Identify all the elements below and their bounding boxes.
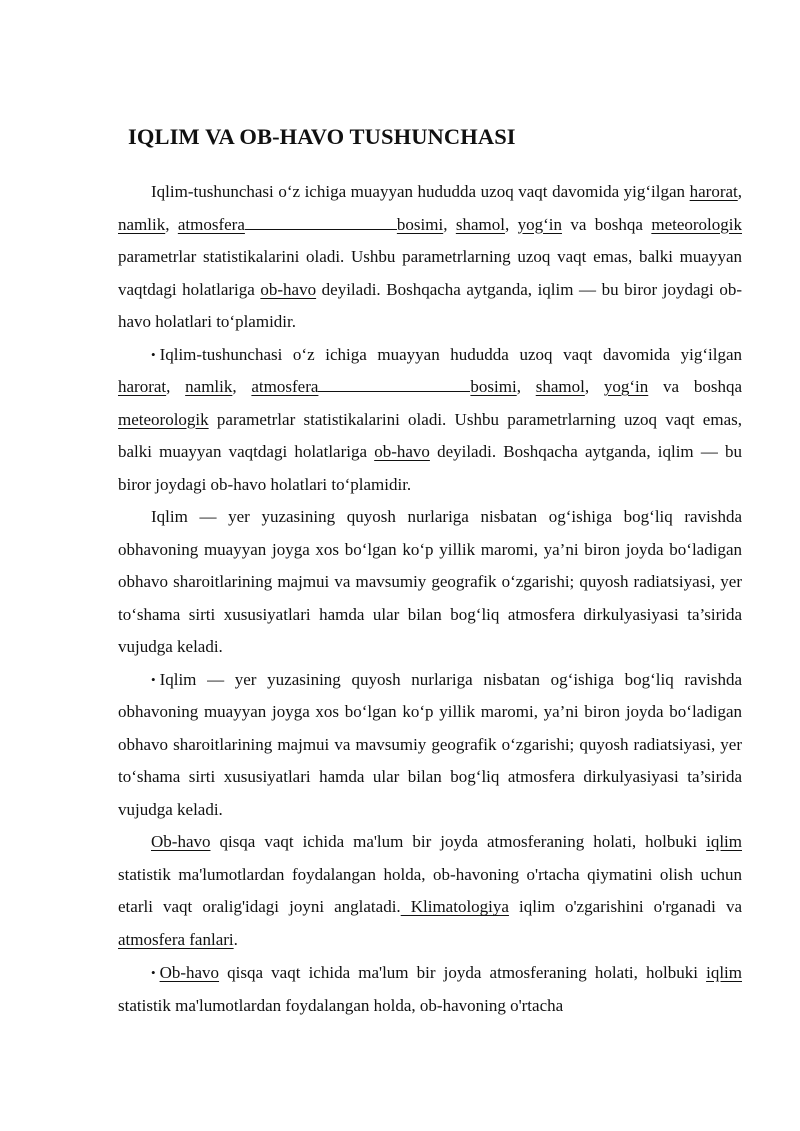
paragraph-ob-havo-bullet <box>118 957 742 1022</box>
link-ob-havo[interactable]: Ob-havo <box>159 962 220 982</box>
link-ob-havo[interactable]: Ob-havo <box>151 832 211 851</box>
link-shamol[interactable]: shamol <box>455 214 505 234</box>
paragraph-text: Iqlim-tushunchasi o‘z ichiga muayyan hududda uzoq vaqt davomida yig‘ilgan <box>151 182 690 201</box>
paragraph-text: , <box>516 377 536 396</box>
paragraph-text: statistik ma'lumotlardan foydalangan holda, ob-havoning o'rtacha <box>118 995 564 1015</box>
link-yogin[interactable]: yog‘in <box>603 377 649 396</box>
paragraph-text: , <box>232 377 252 396</box>
paragraph-text: qisqa vaqt ichida ma'lum bir joyda atmosferaning holati, holbuki <box>219 962 707 982</box>
link-atmosfera[interactable]: atmosfera <box>251 377 319 396</box>
paragraph-text: , <box>504 214 518 234</box>
paragraph-iqlim: Iqlim — yer yuzasining quyosh nurlariga nisbatan og‘ishiga bog‘liq ravishda obhavoning muayyan joyga xos bo‘lgan ko‘p yillik maromi, ya’ni biron joyda bo‘ladigan obhavo sharoitlarining majmui va mavsumiy geografik o‘zgarishi; quyosh radiatsiyasi, yer to‘shama sirti xususiyatlari hamda ular bilan bog‘liq atmosfera dirkulyasiyasi ta’sirida vujudga keladi. <box>118 507 742 656</box>
link-ob-havo[interactable]: ob-havo <box>260 279 317 299</box>
paragraph-text: parametrlar statistikalarini oladi. Ushbu parametrlarning uzoq vaqt emas, balki muayyan vaqtdagi holatlariga <box>118 247 742 299</box>
underlined-gap <box>318 390 470 392</box>
link-atmosfera[interactable]: atmosfera <box>177 214 245 234</box>
link-atmosfera-fanlari[interactable]: atmosfera fanlari <box>118 930 234 950</box>
link-klimatologiya[interactable]: Klimatologiya <box>400 897 509 917</box>
paragraph-text: deyiladi. Boshqacha aytganda, iqlim — bu biror joydagi ob-havo holatlari to‘plamidir. <box>118 442 742 494</box>
link-harorat[interactable]: harorat <box>118 377 167 396</box>
paragraph-text: , <box>443 214 456 234</box>
link-meteorologik[interactable]: meteorologik <box>651 214 742 234</box>
document-body <box>118 176 742 1022</box>
link-namlik[interactable]: namlik <box>185 377 233 396</box>
paragraph-text: . <box>233 930 238 950</box>
paragraph-climate-definition-bullet <box>118 339 742 502</box>
paragraph-iqlim-bullet: • Iqlim — yer yuzasining quyosh nurlariga nisbatan og‘ishiga bog‘liq ravishda obhavoning muayyan joyga xos bo‘lgan ko‘p yillik maromi, ya’ni biron joyda bo‘ladigan obhavo sharoitlarining majmui va mavsumiy geografik o‘zgarishi; quyosh radiatsiyasi, yer to‘shama sirti xususiyatlari hamda ular bilan bog‘liq atmosfera dirkulyasiyasi ta’sirida vujudga keladi. <box>118 664 742 827</box>
paragraph-text: Iqlim-tushunchasi o‘z ichiga muayyan hududda uzoq vaqt davomida yig‘ilgan <box>159 344 742 364</box>
paragraph-text: qisqa vaqt ichida ma'lum bir joyda atmosferaning holati, holbuki <box>210 832 707 851</box>
link-iqlim[interactable]: iqlim <box>706 832 742 851</box>
link-bosimi[interactable]: bosimi <box>396 214 444 234</box>
paragraph-text: iqlim o'zgarishini o'rganadi va <box>508 897 742 917</box>
link-meteorologik[interactable]: meteorologik <box>118 409 209 429</box>
paragraph-text: va boshqa <box>561 214 652 234</box>
paragraph-text: va boshqa <box>648 377 742 396</box>
paragraph-climate-definition <box>118 176 742 339</box>
paragraph-text: , <box>165 214 178 234</box>
paragraph-text: deyiladi. Boshqacha aytganda, iqlim — bu biror joydagi ob-havo holatlari to‘plamidir. <box>118 279 742 331</box>
link-shamol[interactable]: shamol <box>535 377 585 396</box>
link-namlik[interactable]: namlik <box>118 214 166 234</box>
paragraph-ob-havo <box>118 826 742 957</box>
underlined-gap <box>245 228 397 230</box>
paragraph-text: parametrlar statistikalarini oladi. Ushbu parametrlarning uzoq vaqt emas, balki muayyan vaqtdagi holatlariga <box>118 409 742 461</box>
link-harorat[interactable]: harorat <box>689 182 738 201</box>
paragraph-text: statistik ma'lumotlardan foydalangan holda, ob-havoning o'rtacha qiymatini olish uchun etarli vaqt oralig'idagi joyni anglatadi. <box>118 864 742 917</box>
paragraph-text: , <box>737 182 742 201</box>
page-title: IQLIM VA OB-HAVO TUSHUNCHASI <box>128 124 516 149</box>
link-ob-havo[interactable]: ob-havo <box>374 442 430 461</box>
link-bosimi[interactable]: bosimi <box>470 377 517 396</box>
link-yogin[interactable]: yog‘in <box>517 214 562 234</box>
link-iqlim[interactable]: iqlim <box>706 962 742 982</box>
paragraph-text: , <box>584 377 604 396</box>
paragraph-text: , <box>166 377 186 396</box>
